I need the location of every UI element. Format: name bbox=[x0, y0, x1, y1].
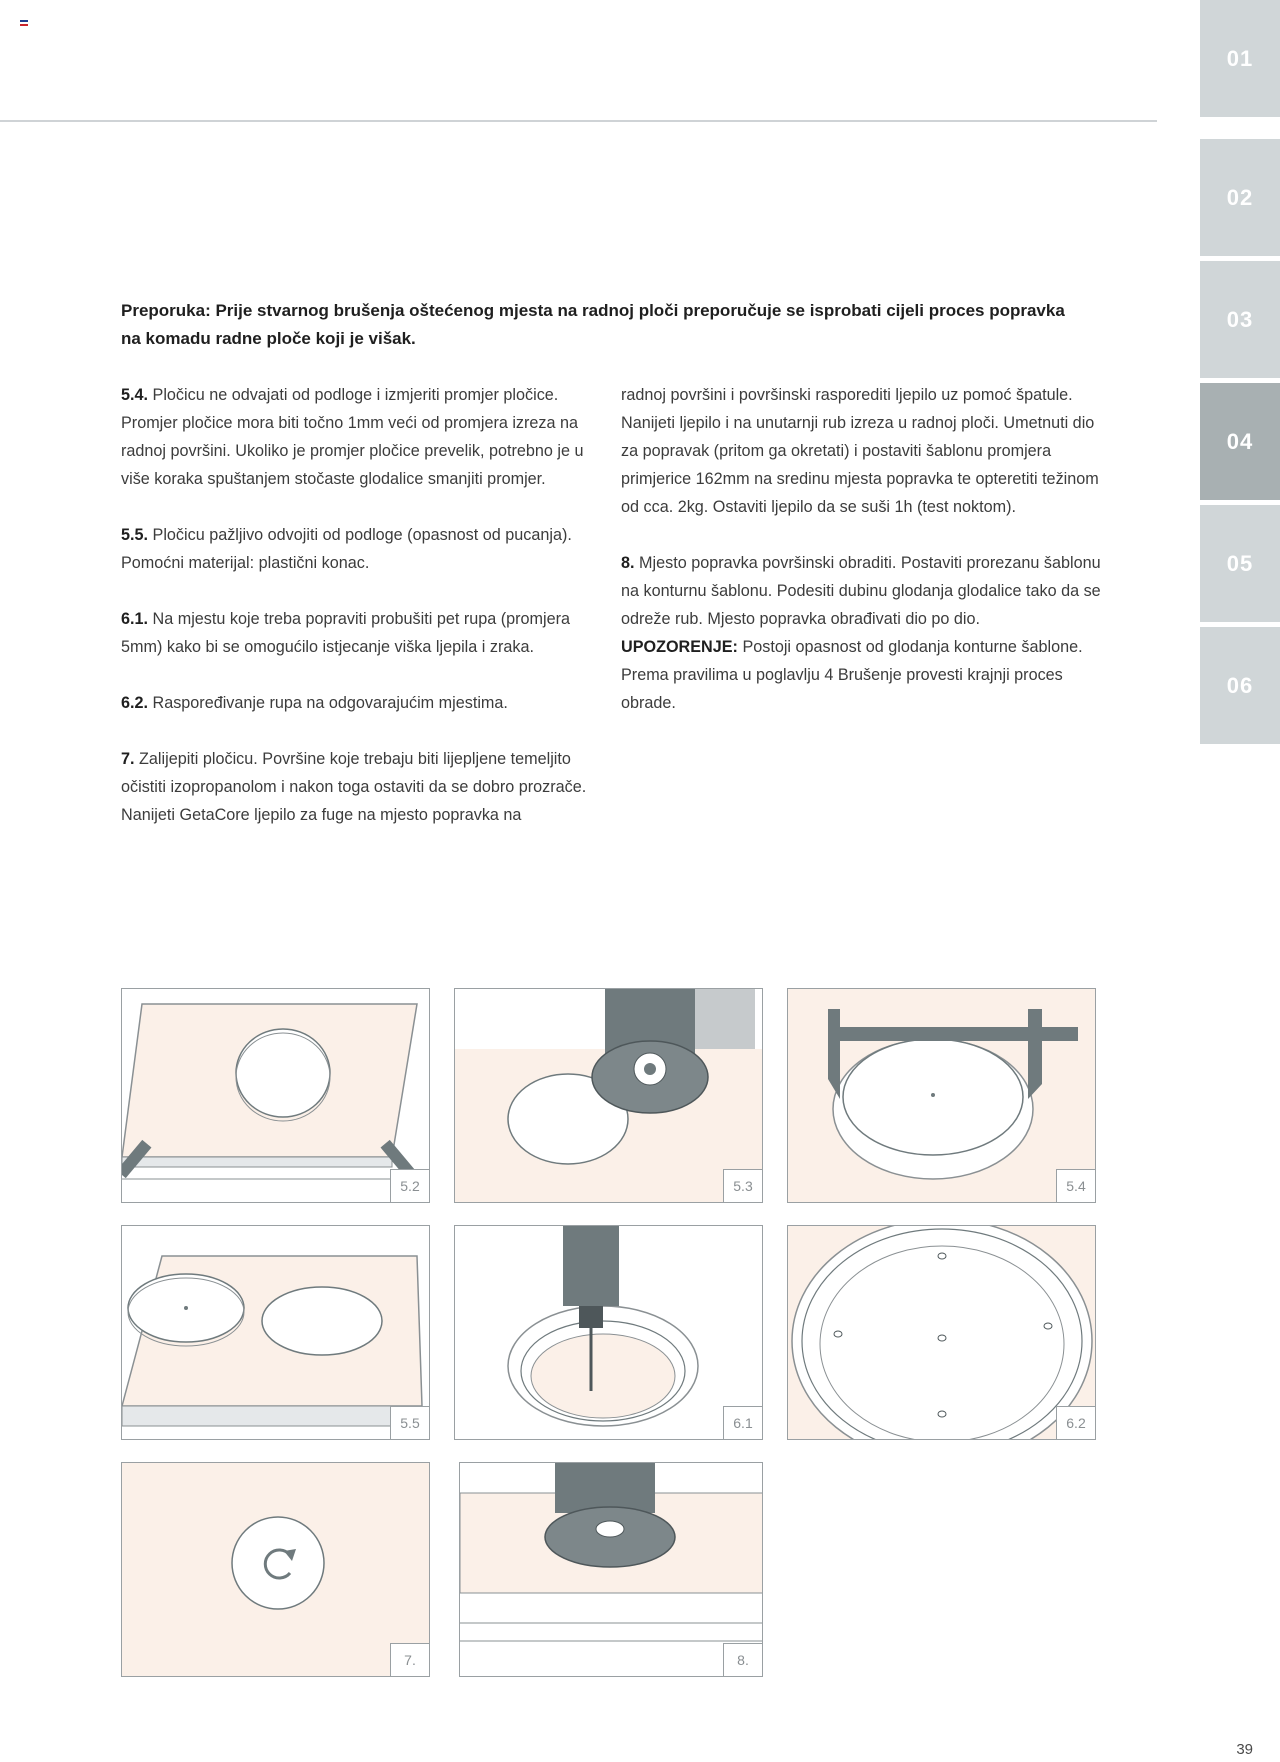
tab-chapter-06[interactable]: 06 bbox=[1200, 627, 1280, 744]
step-text: Na mjestu koje treba popraviti probušiti pet rupa (promjera 5mm) kako bi se omogućilo istjecanje viška ljepila i zraka. bbox=[121, 610, 570, 656]
step-text: radnoj površini i površinski rasporediti ljepilo uz pomoć špatule. Nanijeti ljepilo i na unutarnji rub izreza u radnoj ploči. Umetnuti dio za popravak (pritom ga okretati) i postaviti šablonu promjera primjerice 162mm na sredinu mjesta popravka te opteretiti težinom od cca. 2kg. Ostaviti ljepilo da se suši 1h (test noktom). bbox=[621, 386, 1099, 516]
router-finishing-icon bbox=[460, 1463, 763, 1677]
page-number: 39 bbox=[1236, 1741, 1253, 1758]
figure-label: 7. bbox=[390, 1643, 429, 1676]
tab-chapter-02[interactable]: 02 bbox=[1200, 139, 1280, 256]
router-cutting-disc-icon bbox=[455, 989, 763, 1203]
step-6-1 bbox=[121, 605, 601, 661]
tab-chapter-04[interactable]: 04 bbox=[1200, 383, 1280, 500]
warning-label: UPOZORENJE: bbox=[621, 638, 738, 656]
step-number: 5.4. bbox=[121, 386, 149, 404]
figure-8 bbox=[459, 1462, 763, 1677]
tab-chapter-03[interactable]: 03 bbox=[1200, 261, 1280, 378]
language-flag-icon bbox=[20, 20, 28, 26]
figure-label: 5.2 bbox=[390, 1169, 429, 1202]
step-text: Zalijepiti pločicu. Površine koje trebaju biti lijepljene temeljito očistiti izopropanolom i nakon toga ostaviti da se dobro prozrače. Nanijeti GetaCore ljepilo za fuge na mjesto popravka na bbox=[121, 750, 587, 824]
figure-6-1 bbox=[454, 1225, 763, 1440]
step-7 bbox=[121, 745, 601, 829]
step-number: 6.1. bbox=[121, 610, 149, 628]
figure-6-2 bbox=[787, 1225, 1096, 1440]
step-number: 8. bbox=[621, 554, 635, 572]
figure-5-4 bbox=[787, 988, 1096, 1203]
tab-chapter-05[interactable]: 05 bbox=[1200, 505, 1280, 622]
figure-5-2 bbox=[121, 988, 430, 1203]
figure-label: 5.3 bbox=[723, 1169, 762, 1202]
figure-label: 6.2 bbox=[1056, 1406, 1095, 1439]
header-divider bbox=[0, 120, 1157, 122]
figure-label: 8. bbox=[723, 1643, 762, 1676]
figure-label: 6.1 bbox=[723, 1406, 762, 1439]
figure-label: 5.4 bbox=[1056, 1169, 1095, 1202]
step-text-warning: Postoji opasnost od glodanja konturne šablone. Prema pravilima u poglavlju 4 Brušenje provesti krajnji proces obrade. bbox=[621, 638, 1083, 712]
rotate-insert-icon bbox=[122, 1463, 430, 1677]
figure-5-3 bbox=[454, 988, 763, 1203]
figure-label: 5.5 bbox=[390, 1406, 429, 1439]
figure-5-5 bbox=[121, 1225, 430, 1440]
drill-holes-icon bbox=[455, 1226, 763, 1440]
step-text: Raspoređivanje rupa na odgovarajućim mjestima. bbox=[152, 694, 508, 712]
instructions-right-column bbox=[621, 381, 1101, 745]
board-with-disc-icon bbox=[122, 989, 430, 1203]
figure-7 bbox=[121, 1462, 430, 1677]
step-8 bbox=[621, 549, 1101, 717]
step-text: Pločicu pažljivo odvojiti od podloge (opasnost od pucanja). Pomoćni materijal: plastični konac. bbox=[121, 526, 572, 572]
step-5-4 bbox=[121, 381, 601, 493]
step-text: Mjesto popravka površinski obraditi. Postaviti prorezanu šablonu na konturnu šablonu. Podesiti dubinu glodanja glodalice tako da se odreže rub. Mjesto popravka obrađivati dio po dio. bbox=[621, 554, 1101, 628]
step-5-5 bbox=[121, 521, 601, 577]
step-number: 6.2. bbox=[121, 694, 149, 712]
step-text: Pločicu ne odvajati od podloge i izmjeriti promjer pločice. Promjer pločice mora biti točno 1mm veći od promjera izreza na radnoj površini. Ukoliko je promjer pločice prevelik, potrebno je u više koraka spuštanjem stočaste glodalice smanjiti promjer. bbox=[121, 386, 584, 488]
step-6-2 bbox=[121, 689, 601, 717]
tab-chapter-01[interactable]: 01 bbox=[1200, 0, 1280, 117]
step-number: 5.5. bbox=[121, 526, 149, 544]
step-number: 7. bbox=[121, 750, 135, 768]
step-7-continued bbox=[621, 381, 1101, 521]
recommendation-note: Preporuka: Prije stvarnog brušenja oštećenog mjesta na radnoj ploči preporučuje se isprobati cijeli proces popravka na komadu radne ploče koji je višak. bbox=[121, 301, 1065, 348]
hole-layout-icon bbox=[788, 1226, 1096, 1440]
disc-separated-icon bbox=[122, 1226, 430, 1440]
caliper-measuring-icon bbox=[788, 989, 1096, 1203]
instructions-left-column bbox=[121, 381, 601, 857]
